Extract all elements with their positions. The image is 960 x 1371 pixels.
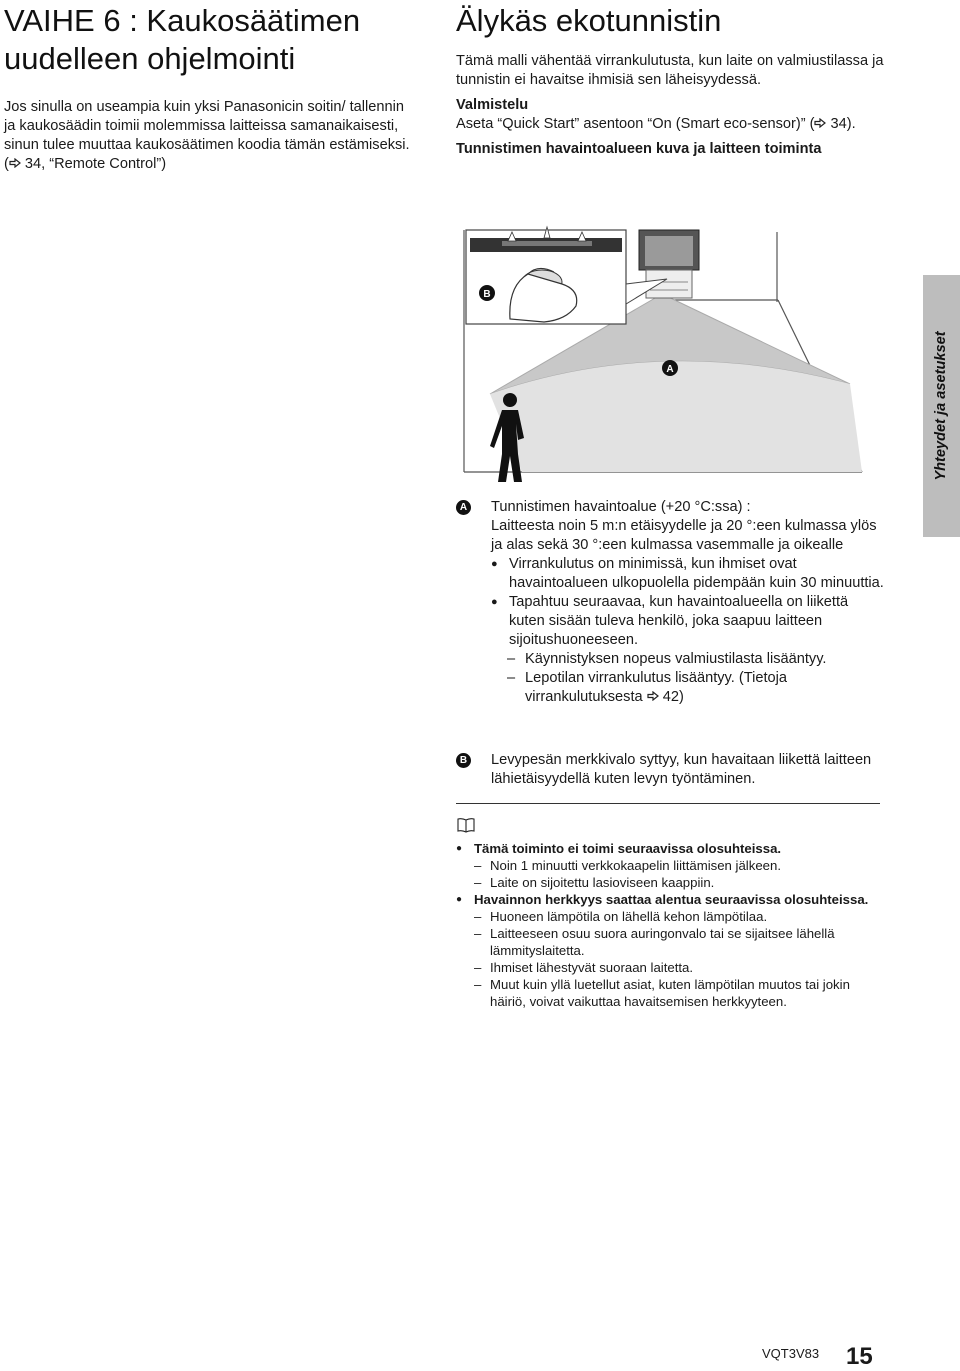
item-a-dash1 [491, 650, 886, 669]
item-a-line2: Laitteesta noin 5 m:n etäisyydelle ja 20 °:een kulmassa ylös ja alas sekä 30 °:een kulmassa vasemmalle ja oikealle [491, 518, 877, 553]
note-b2-dash4 [456, 976, 886, 1010]
step-description [4, 98, 414, 174]
dash-mark: – [474, 875, 482, 890]
preparation-reference: 34). [826, 116, 856, 132]
item-a-dash2-text: Lepotilan virrankulutus lisääntyy. (Tietoja virrankulutuksesta [525, 670, 788, 705]
left-column [4, 2, 414, 174]
item-b [456, 751, 886, 789]
item-marker-b: B [456, 753, 471, 768]
item-marker-a: A [456, 500, 471, 515]
preparation-text [456, 115, 886, 134]
book-icon [456, 817, 886, 838]
note-dash-text: Noin 1 minuutti verkkokaapelin liittämisen jälkeen. [490, 858, 782, 873]
item-a-bullet2: ● Tapahtuu seuraavaa, kun havaintoalueella on liikettä kuten sisään tuleva henkilö, joka saapuu laitteen sijoitushuoneeseen. [491, 593, 886, 650]
note-dash-text: Muut kuin yllä luetellut asiat, kuten lämpötilan muutos tai jokin häiriö, voivat vaikuttaa havaitsemisen herkkyyteen. [490, 977, 850, 1009]
note-b2-dash1 [456, 908, 886, 925]
step-reference: 34, “Remote Control”) [20, 156, 167, 172]
item-a-dash2-ref: 42) [658, 689, 684, 705]
page-reference-arrow-icon [647, 688, 659, 707]
figure-heading: Tunnistimen havaintoalueen kuva ja laitteen toiminta [456, 141, 822, 157]
item-a-dash2 [491, 669, 886, 707]
dash-mark: – [474, 858, 482, 873]
note-bullet1: ● Tämä toiminto ei toimi seuraavissa olosuhteissa. [456, 840, 886, 857]
page-number: 15 [846, 1343, 873, 1370]
figure-marker-a: A [666, 364, 674, 375]
dash-mark: – [474, 960, 482, 975]
note-b1-dash1 [456, 857, 886, 874]
dash-mark: – [474, 909, 482, 924]
dash-mark: – [474, 977, 482, 992]
preparation-heading: Valmistelu [456, 97, 529, 113]
dash-mark: – [474, 926, 482, 941]
preparation-text-main: Aseta “Quick Start” asentoon “On (Smart eco-sensor)” ( [456, 116, 815, 132]
document-code: VQT3V83 [762, 1346, 820, 1361]
section-title: Älykäs ekotunnistin [456, 3, 722, 38]
note-b2-dash2 [456, 925, 886, 959]
note-b1-dash2 [456, 874, 886, 891]
item-a-bullet1: ● Virrankulutus on minimissä, kun ihmiset ovat havaintoalueen ulkopuolella pidempään kuin 30 minuuttia. [491, 555, 886, 593]
step-title: VAIHE 6 : Kaukosäätimen uudelleen ohjelmointi [4, 3, 361, 76]
figure-marker-b: B [483, 289, 491, 300]
sensor-area-illustration [462, 224, 882, 484]
note-bullet2: ● Havainnon herkkyys saattaa alentua seuraavissa olosuhteissa. [456, 891, 886, 908]
detection-area-floor [490, 361, 862, 472]
section-intro: Tämä malli vähentää virrankulutusta, kun laite on valmiustilassa ja tunnistin ei havaitse ihmisiä sen läheisyydessä. [456, 53, 884, 88]
dash-mark: – [507, 670, 516, 686]
notes-divider [456, 803, 880, 804]
notes-section [456, 817, 886, 1010]
note-dash-text: Laitteeseen osuu suora auringonvalo tai se sijaitsee lähellä lämmityslaitetta. [490, 926, 835, 958]
step-text: Jos sinulla on useampia kuin yksi Panasonicin soitin/ tallennin ja kaukosäädin toimii molemmissa laitteissa samanaikaisesti, sinun tulee muuttaa kaukosäätimen koodia tämän estämiseksi. ( [4, 99, 410, 172]
item-a-dash1-text: Käynnistyksen nopeus valmiustilasta lisääntyy. [525, 651, 827, 667]
note-dash-text: Ihmiset lähestyvät suoraan laitetta. [490, 960, 694, 975]
item-b-text: Levypesän merkkivalo syttyy, kun havaitaan liikettä laitteen lähietäisyydellä kuten levyn työntäminen. [491, 752, 872, 787]
page-reference-arrow-icon [9, 155, 21, 174]
item-a [456, 498, 886, 707]
right-column [456, 2, 886, 159]
page-reference-arrow-icon [814, 115, 826, 134]
note-dash-text: Laite on sijoitettu lasioviseen kaappiin. [490, 875, 715, 890]
item-a-line1: Tunnistimen havaintoalue (+20 °C:ssa) : [491, 499, 751, 515]
chapter-side-tab [923, 275, 960, 537]
dash-mark: – [507, 651, 516, 667]
note-dash-text: Huoneen lämpötila on lähellä kehon lämpötilaa. [490, 909, 768, 924]
chapter-side-tab-label: Yhteydet ja asetukset [933, 331, 949, 481]
note-b2-dash3 [456, 959, 886, 976]
